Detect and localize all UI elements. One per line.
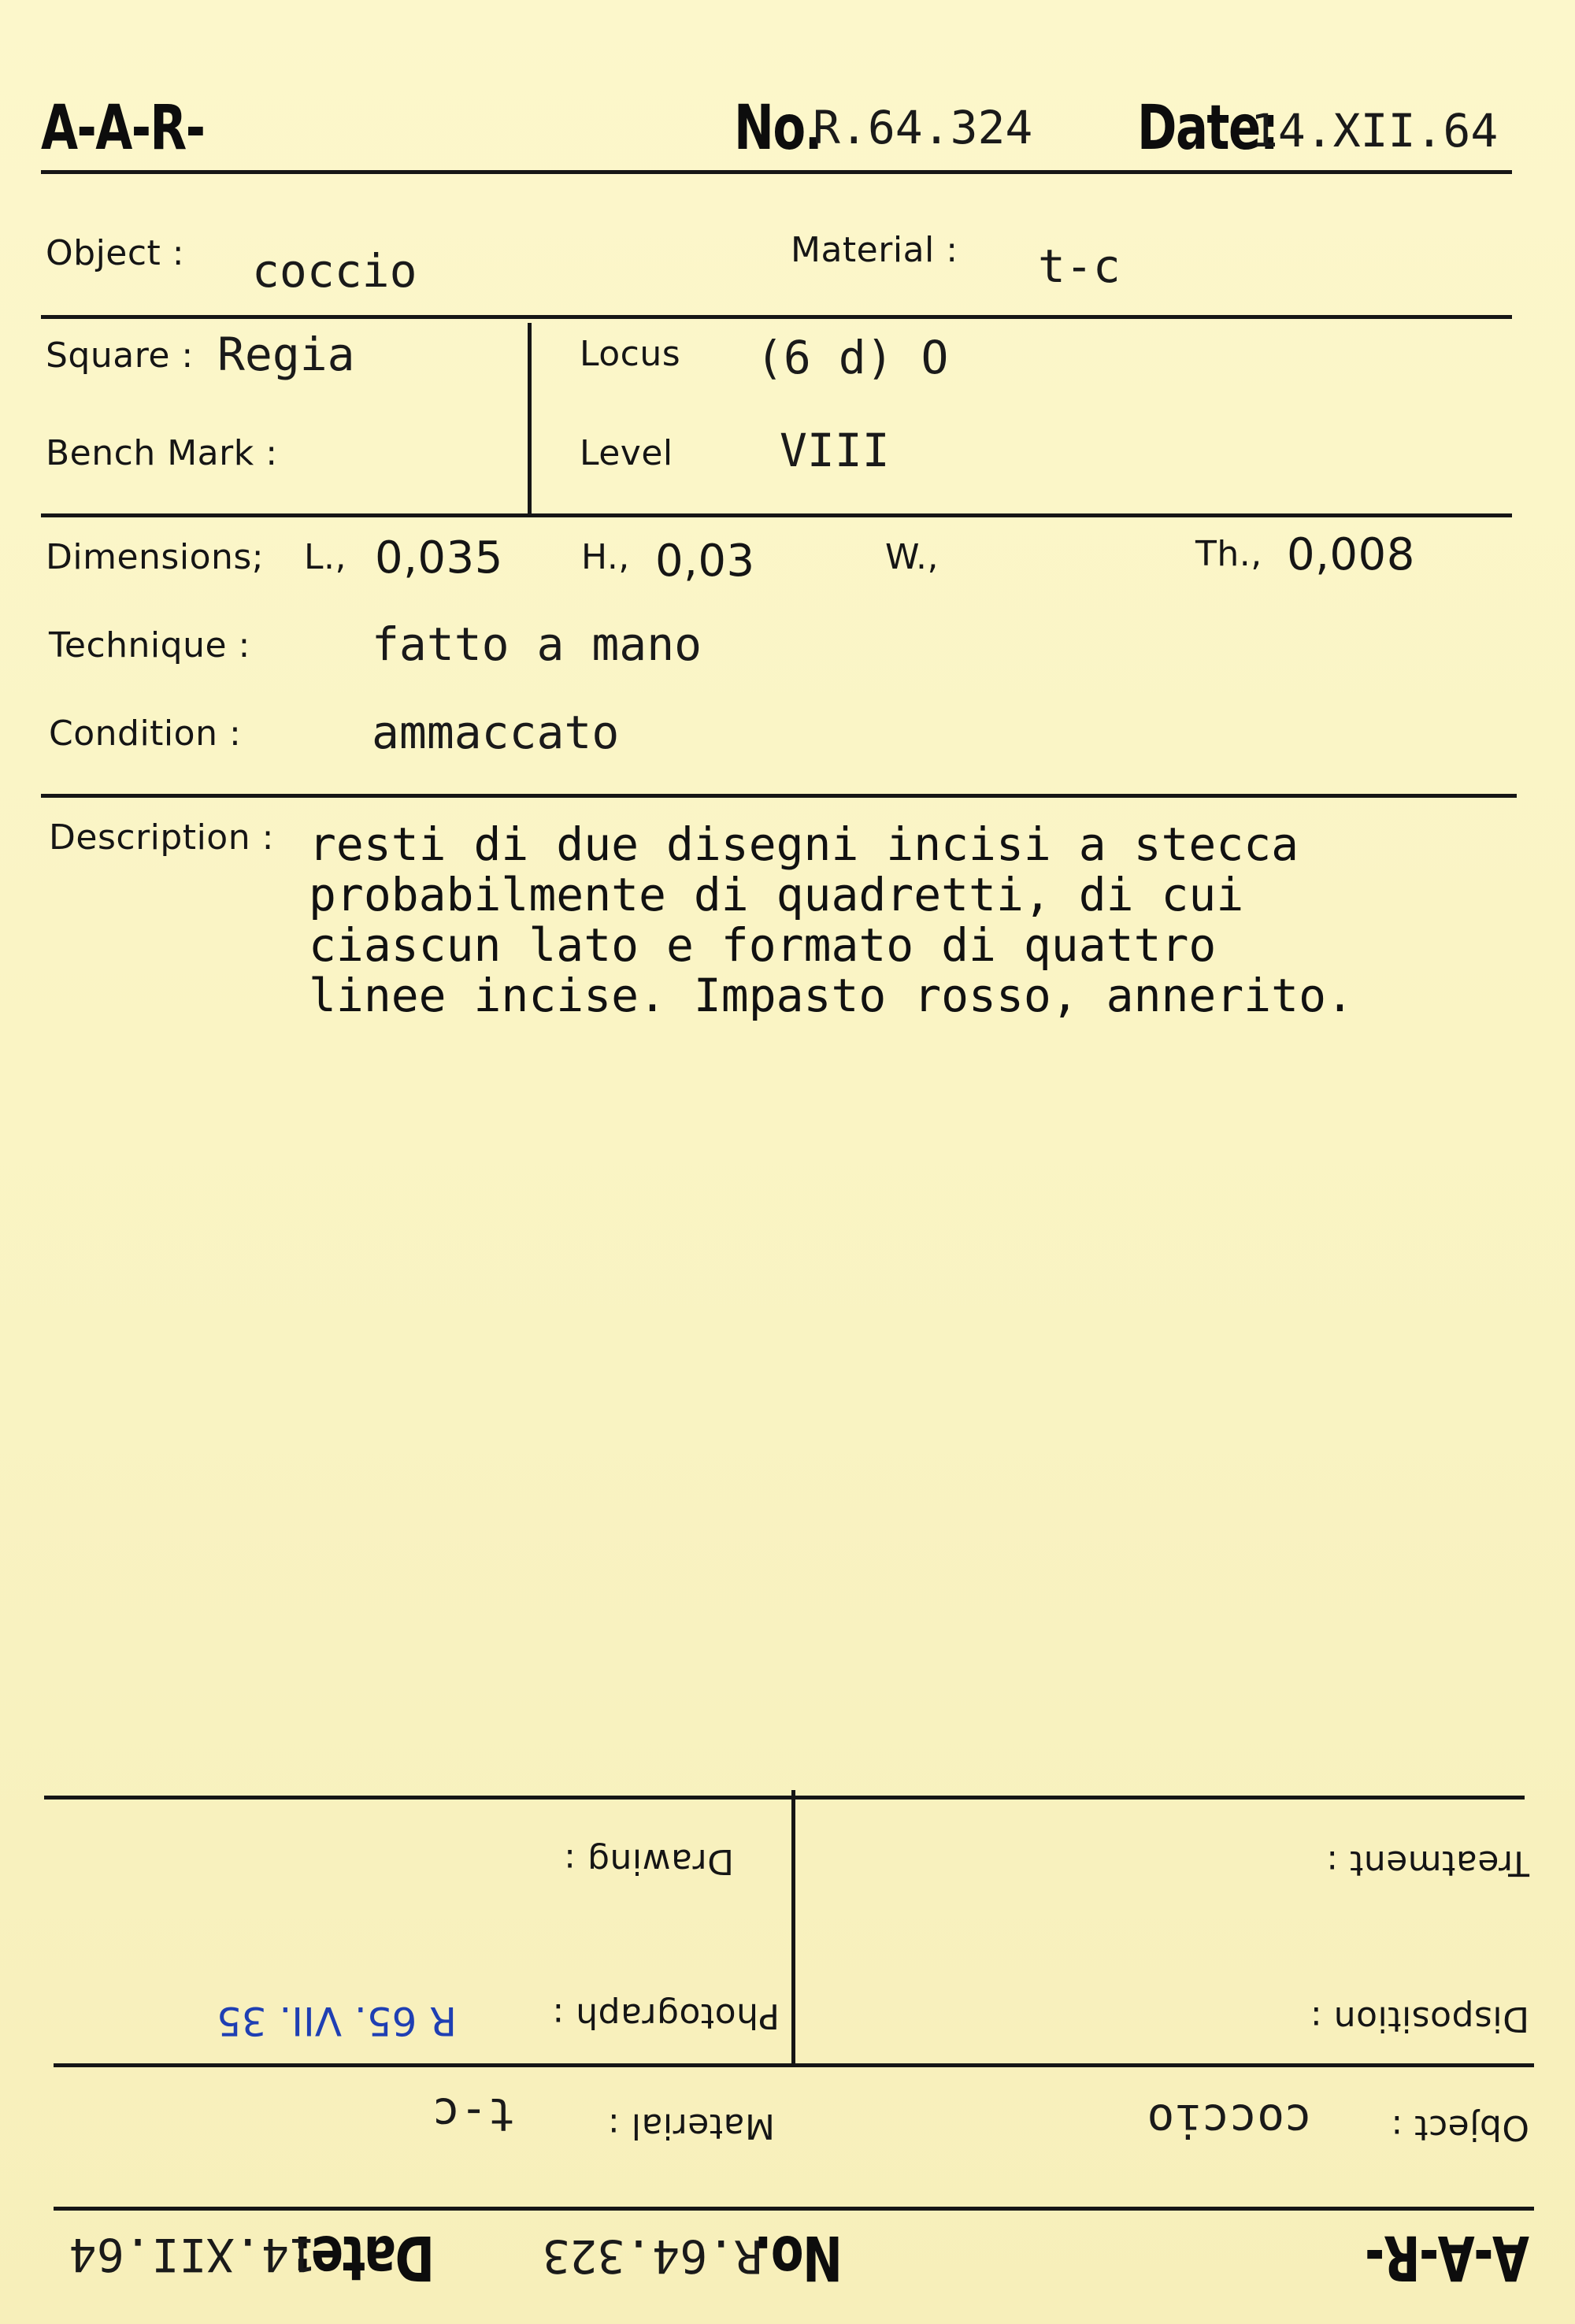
date-label: Date: [1137, 93, 1278, 164]
material-label: Material : [791, 230, 958, 270]
footer-date-value: 14.XII.64 [69, 2228, 317, 2281]
locus-value: (6 d) O [756, 331, 949, 384]
description-line: linee incise. Impasto rosso, annerito. [309, 969, 1354, 1022]
thickness-label: Th., [1195, 534, 1262, 574]
treatment-label: Treatment : [1325, 1843, 1529, 1883]
square-value: Regia [217, 328, 355, 381]
object-value: coccio [252, 244, 417, 298]
header-rule [41, 170, 1512, 174]
footer-date-label: Date: [294, 2222, 435, 2292]
description-line: probabilmente di quadretti, di cui [309, 868, 1244, 921]
square-label: Square : [46, 335, 194, 376]
length-label: L., [304, 537, 346, 577]
object-label: Object : [46, 233, 185, 273]
square-locus-divider [528, 323, 532, 515]
footer-material-label: Material : [607, 2106, 775, 2146]
disposition-label: Disposition : [1310, 1999, 1529, 2039]
footer-number-value: R.64.323 [542, 2229, 762, 2283]
description-line: ciascun lato e formato di quattro [309, 918, 1217, 972]
height-value: 0,03 [655, 536, 755, 587]
number-value: R.64.324 [813, 101, 1033, 154]
photograph-label: Photograph : [551, 1996, 780, 2036]
footer-bottom-rule [44, 1796, 1525, 1800]
technique-value: fatto a mano [372, 617, 702, 671]
level-label: Level [580, 433, 673, 473]
object-rule [41, 315, 1512, 319]
locus-rule [41, 513, 1512, 517]
number-label: No. [734, 93, 822, 164]
description-text [309, 819, 1354, 1021]
length-value: 0,035 [375, 532, 503, 584]
thickness-value: 0,008 [1287, 529, 1415, 580]
height-label: H., [581, 537, 630, 577]
drawing-label: Drawing : [563, 1841, 734, 1881]
level-value: VIII [780, 424, 890, 477]
footer-material-value: t-c [432, 2088, 515, 2141]
material-value: t-c [1038, 239, 1121, 293]
description-line: resti di due disegni incisi a stecca [309, 817, 1299, 871]
footer-header-rule [54, 2207, 1534, 2211]
technique-label: Technique : [49, 625, 250, 665]
footer-object-value: coccio [1147, 2094, 1312, 2148]
condition-value: ammaccato [372, 706, 620, 759]
dimensions-label: Dimensions; [46, 537, 265, 577]
footer-object-label: Object : [1390, 2107, 1529, 2148]
org-title: A-A-R- [41, 93, 205, 164]
footer-org-title: A-A-R- [1366, 2222, 1529, 2292]
date-value: 14.XII.64 [1251, 104, 1499, 158]
bench-mark-label: Bench Mark : [46, 433, 278, 473]
footer-number-label: No. [754, 2222, 843, 2292]
locus-label: Locus [580, 334, 681, 374]
footer-column-divider [791, 1790, 795, 2066]
condition-rule [41, 794, 1517, 798]
description-label: Description : [49, 817, 274, 858]
condition-label: Condition : [49, 714, 242, 754]
inverted-card-footer [0, 1685, 1575, 2324]
width-label: W., [885, 537, 939, 577]
photograph-value: R 65. VII. 35 [216, 1998, 457, 2044]
